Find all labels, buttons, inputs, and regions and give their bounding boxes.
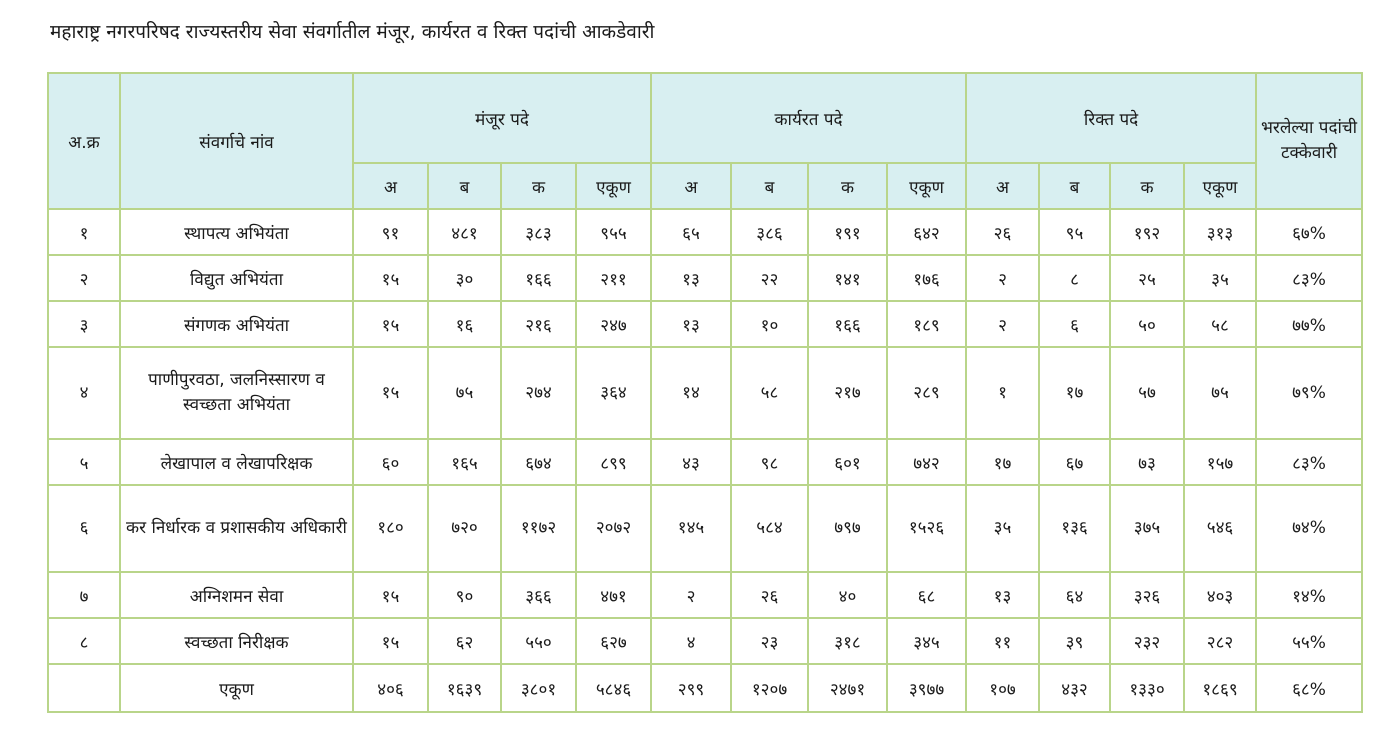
cadre-name-cell: संगणक अभियंता bbox=[120, 301, 353, 347]
subheader-total: एकूण bbox=[887, 163, 966, 209]
table-body bbox=[48, 209, 1362, 712]
subheader-total: एकूण bbox=[576, 163, 651, 209]
value-cell: २१६ bbox=[501, 301, 576, 347]
value-cell: २१७ bbox=[808, 347, 887, 439]
total-value-cell: २९९ bbox=[651, 664, 731, 712]
value-cell: ९५ bbox=[1039, 209, 1110, 255]
value-cell: ३१८ bbox=[808, 618, 887, 664]
header-row-groups bbox=[48, 73, 1362, 163]
value-cell: १३ bbox=[651, 255, 731, 301]
table-row bbox=[48, 618, 1362, 664]
document-title: महाराष्ट्र नगरपरिषद राज्यस्तरीय सेवा संवर्गातील मंजूर, कार्यरत व रिक्त पदांची आकडेवारी bbox=[50, 21, 655, 43]
value-cell: ७३ bbox=[1110, 439, 1184, 485]
total-value-cell: १८६९ bbox=[1184, 664, 1256, 712]
cadre-name-cell: पाणीपुरवठा, जलनिस्सारण व स्वच्छता अभियंता bbox=[120, 347, 353, 439]
value-cell: १४ bbox=[651, 347, 731, 439]
total-value-cell: ४०६ bbox=[353, 664, 428, 712]
cadre-name-cell: अग्निशमन सेवा bbox=[120, 572, 353, 618]
value-cell: ६ bbox=[1039, 301, 1110, 347]
value-cell: ९० bbox=[428, 572, 501, 618]
value-cell: ११७२ bbox=[501, 485, 576, 572]
value-cell: १५२६ bbox=[887, 485, 966, 572]
value-cell: १३ bbox=[966, 572, 1039, 618]
value-cell: ७५ bbox=[1184, 347, 1256, 439]
serial-cell: ७ bbox=[48, 572, 120, 618]
cadre-name-cell: स्वच्छता निरीक्षक bbox=[120, 618, 353, 664]
value-cell: ९१ bbox=[353, 209, 428, 255]
table-row bbox=[48, 347, 1362, 439]
serial-cell: १ bbox=[48, 209, 120, 255]
value-cell: २८२ bbox=[1184, 618, 1256, 664]
table-row bbox=[48, 301, 1362, 347]
value-cell: २६ bbox=[731, 572, 808, 618]
value-cell: १७ bbox=[966, 439, 1039, 485]
cadre-name-cell: स्थापत्य अभियंता bbox=[120, 209, 353, 255]
value-cell: ६८ bbox=[887, 572, 966, 618]
value-cell: ४० bbox=[808, 572, 887, 618]
total-value-cell: ४३२ bbox=[1039, 664, 1110, 712]
value-cell: ४ bbox=[651, 618, 731, 664]
total-value-cell: २४७१ bbox=[808, 664, 887, 712]
value-cell: ५८ bbox=[1184, 301, 1256, 347]
value-cell: १४१ bbox=[808, 255, 887, 301]
value-cell: ६४ bbox=[1039, 572, 1110, 618]
value-cell: ६२ bbox=[428, 618, 501, 664]
value-cell: १५ bbox=[353, 255, 428, 301]
working-posts-header: कार्यरत पदे bbox=[651, 73, 966, 163]
value-cell: ३२६ bbox=[1110, 572, 1184, 618]
value-cell: १९२ bbox=[1110, 209, 1184, 255]
value-cell: ६७४ bbox=[501, 439, 576, 485]
table-row bbox=[48, 209, 1362, 255]
value-cell: ६४२ bbox=[887, 209, 966, 255]
value-cell: ६५ bbox=[651, 209, 731, 255]
serial-cell: ६ bbox=[48, 485, 120, 572]
table-row bbox=[48, 485, 1362, 572]
value-cell: ७२० bbox=[428, 485, 501, 572]
value-cell: १७६ bbox=[887, 255, 966, 301]
value-cell: २३ bbox=[731, 618, 808, 664]
table-row bbox=[48, 255, 1362, 301]
value-cell: ८ bbox=[1039, 255, 1110, 301]
subheader-b: ब bbox=[428, 163, 501, 209]
value-cell: १८९ bbox=[887, 301, 966, 347]
serial-header: अ.क्र bbox=[48, 73, 120, 209]
value-cell: ३७५ bbox=[1110, 485, 1184, 572]
value-cell: २ bbox=[651, 572, 731, 618]
value-cell: २४७ bbox=[576, 301, 651, 347]
value-cell: ४७१ bbox=[576, 572, 651, 618]
cadre-name-cell: विद्युत अभियंता bbox=[120, 255, 353, 301]
percent-cell: ५५% bbox=[1256, 618, 1362, 664]
vacant-posts-header: रिक्त पदे bbox=[966, 73, 1256, 163]
cadre-name-header: संवर्गाचे नांव bbox=[120, 73, 353, 209]
value-cell: ३९ bbox=[1039, 618, 1110, 664]
value-cell: ३१३ bbox=[1184, 209, 1256, 255]
subheader-b: ब bbox=[1039, 163, 1110, 209]
table-row bbox=[48, 572, 1362, 618]
subheader-a: अ bbox=[651, 163, 731, 209]
posts-statistics-table bbox=[47, 72, 1363, 713]
percent-cell: ७४% bbox=[1256, 485, 1362, 572]
value-cell: ७४२ bbox=[887, 439, 966, 485]
value-cell: ६०१ bbox=[808, 439, 887, 485]
value-cell: १७ bbox=[1039, 347, 1110, 439]
value-cell: ७९७ bbox=[808, 485, 887, 572]
value-cell: ३६६ bbox=[501, 572, 576, 618]
value-cell: ३० bbox=[428, 255, 501, 301]
value-cell: १६६ bbox=[501, 255, 576, 301]
value-cell: ५८ bbox=[731, 347, 808, 439]
value-cell: २ bbox=[966, 301, 1039, 347]
serial-cell: २ bbox=[48, 255, 120, 301]
value-cell: ३५ bbox=[1184, 255, 1256, 301]
cadre-name-cell: कर निर्धारक व प्रशासकीय अधिकारी bbox=[120, 485, 353, 572]
value-cell: १३६ bbox=[1039, 485, 1110, 572]
value-cell: ४३ bbox=[651, 439, 731, 485]
value-cell: १५ bbox=[353, 347, 428, 439]
total-value-cell: १३३० bbox=[1110, 664, 1184, 712]
total-percent-cell: ६८% bbox=[1256, 664, 1362, 712]
total-value-cell: १०७ bbox=[966, 664, 1039, 712]
value-cell: ५८४ bbox=[731, 485, 808, 572]
serial-cell: ४ bbox=[48, 347, 120, 439]
value-cell: ५४६ bbox=[1184, 485, 1256, 572]
value-cell: ३८३ bbox=[501, 209, 576, 255]
value-cell: १५७ bbox=[1184, 439, 1256, 485]
serial-cell: ५ bbox=[48, 439, 120, 485]
value-cell: २५ bbox=[1110, 255, 1184, 301]
value-cell: ५० bbox=[1110, 301, 1184, 347]
subheader-total: एकूण bbox=[1184, 163, 1256, 209]
value-cell: १३ bbox=[651, 301, 731, 347]
percent-cell: ७७% bbox=[1256, 301, 1362, 347]
total-value-cell: १२०७ bbox=[731, 664, 808, 712]
value-cell: १६ bbox=[428, 301, 501, 347]
value-cell: १६५ bbox=[428, 439, 501, 485]
subheader-b: ब bbox=[731, 163, 808, 209]
subheader-c: क bbox=[1110, 163, 1184, 209]
percent-cell: ७९% bbox=[1256, 347, 1362, 439]
value-cell: ४०३ bbox=[1184, 572, 1256, 618]
sanctioned-posts-header: मंजूर पदे bbox=[353, 73, 651, 163]
value-cell: १ bbox=[966, 347, 1039, 439]
percent-cell: ८३% bbox=[1256, 255, 1362, 301]
value-cell: १५ bbox=[353, 301, 428, 347]
total-label: एकूण bbox=[120, 664, 353, 712]
total-value-cell: ५८४६ bbox=[576, 664, 651, 712]
subheader-a: अ bbox=[353, 163, 428, 209]
filled-percentage-header: भरलेल्या पदांची टक्केवारी bbox=[1256, 73, 1362, 209]
value-cell: २ bbox=[966, 255, 1039, 301]
value-cell: ६७ bbox=[1039, 439, 1110, 485]
value-cell: ७५ bbox=[428, 347, 501, 439]
value-cell: २७४ bbox=[501, 347, 576, 439]
value-cell: ३४५ bbox=[887, 618, 966, 664]
total-value-cell: ३८०१ bbox=[501, 664, 576, 712]
total-value-cell: १६३९ bbox=[428, 664, 501, 712]
subheader-c: क bbox=[808, 163, 887, 209]
value-cell: १४५ bbox=[651, 485, 731, 572]
total-row bbox=[48, 664, 1362, 712]
table-row bbox=[48, 439, 1362, 485]
serial-cell: ३ bbox=[48, 301, 120, 347]
cadre-name-cell: लेखापाल व लेखापरिक्षक bbox=[120, 439, 353, 485]
percent-cell: ६७% bbox=[1256, 209, 1362, 255]
value-cell: ५५० bbox=[501, 618, 576, 664]
value-cell: २०७२ bbox=[576, 485, 651, 572]
percent-cell: ८३% bbox=[1256, 439, 1362, 485]
value-cell: ८९९ bbox=[576, 439, 651, 485]
value-cell: ९८ bbox=[731, 439, 808, 485]
value-cell: ३८६ bbox=[731, 209, 808, 255]
value-cell: २११ bbox=[576, 255, 651, 301]
value-cell: २८९ bbox=[887, 347, 966, 439]
value-cell: ४८१ bbox=[428, 209, 501, 255]
value-cell: १९१ bbox=[808, 209, 887, 255]
serial-cell: ८ bbox=[48, 618, 120, 664]
percent-cell: १४% bbox=[1256, 572, 1362, 618]
value-cell: १८० bbox=[353, 485, 428, 572]
value-cell: ३५ bbox=[966, 485, 1039, 572]
value-cell: ३६४ bbox=[576, 347, 651, 439]
table-header bbox=[48, 73, 1362, 209]
value-cell: १५ bbox=[353, 618, 428, 664]
subheader-a: अ bbox=[966, 163, 1039, 209]
value-cell: १५ bbox=[353, 572, 428, 618]
value-cell: १६६ bbox=[808, 301, 887, 347]
value-cell: ६० bbox=[353, 439, 428, 485]
value-cell: १० bbox=[731, 301, 808, 347]
value-cell: २३२ bbox=[1110, 618, 1184, 664]
value-cell: ६२७ bbox=[576, 618, 651, 664]
value-cell: २२ bbox=[731, 255, 808, 301]
total-value-cell: ३९७७ bbox=[887, 664, 966, 712]
value-cell: ५७ bbox=[1110, 347, 1184, 439]
subheader-c: क bbox=[501, 163, 576, 209]
total-serial-cell bbox=[48, 664, 120, 712]
value-cell: २६ bbox=[966, 209, 1039, 255]
value-cell: ११ bbox=[966, 618, 1039, 664]
value-cell: ९५५ bbox=[576, 209, 651, 255]
